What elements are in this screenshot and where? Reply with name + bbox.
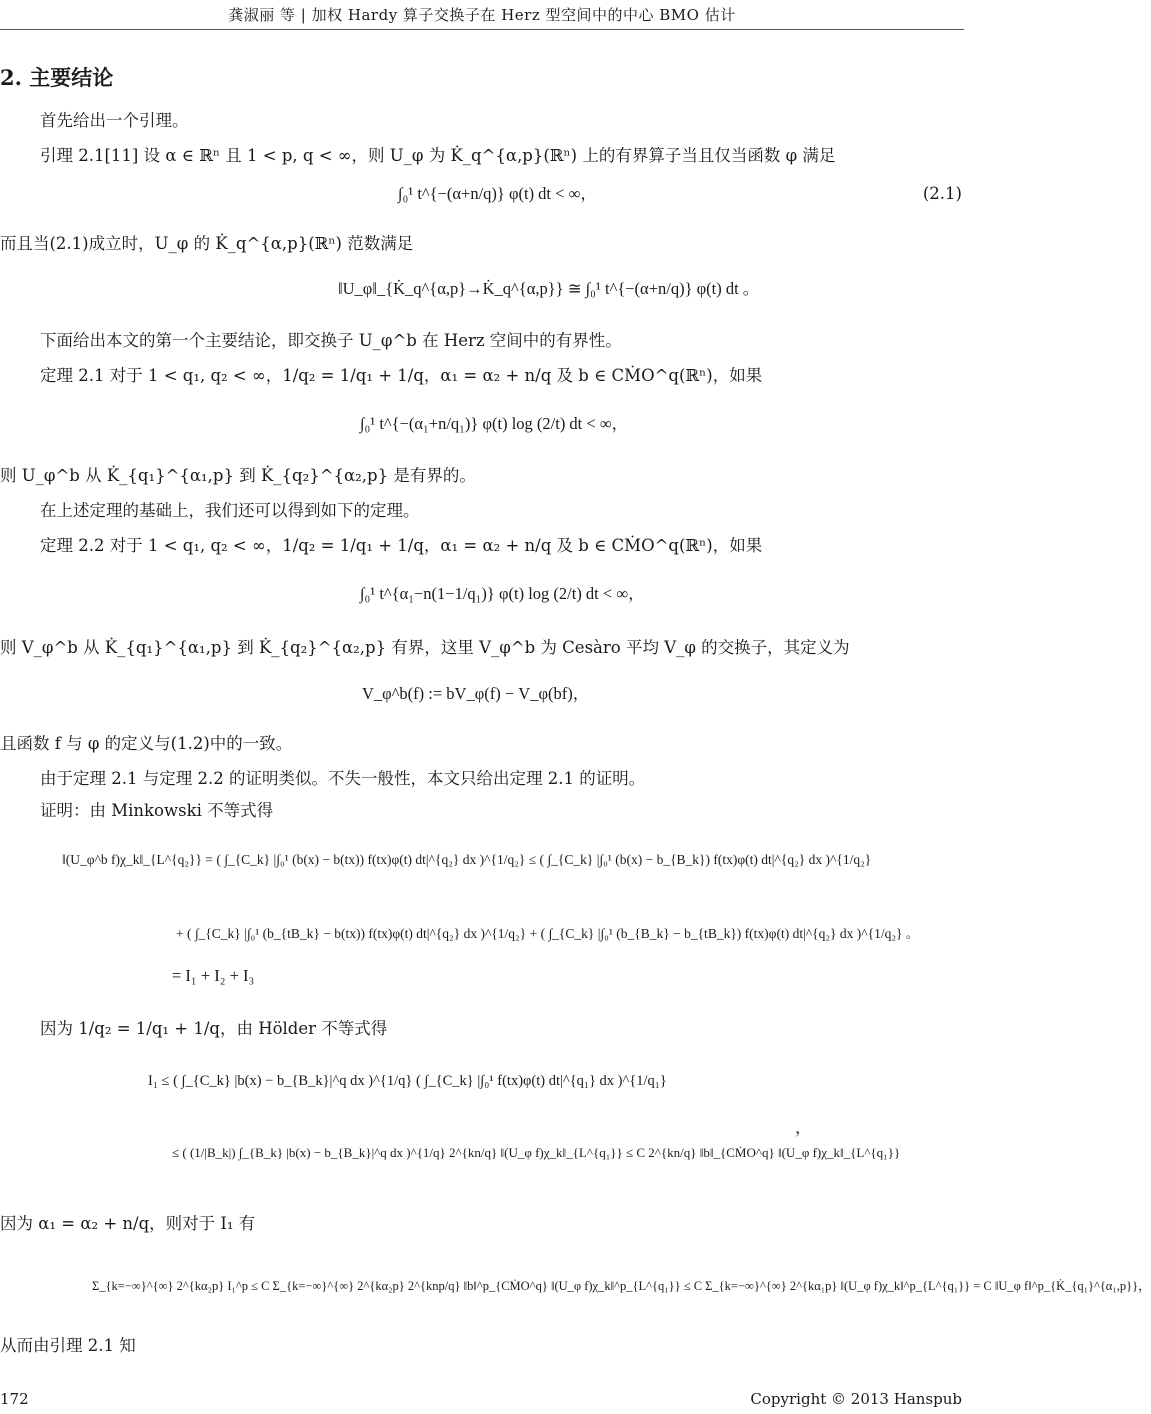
equation-2-1: ∫₀¹ t^{−(α+n/q)} φ(t) dt < ∞， (398, 184, 597, 203)
copyright-notice: Copyright © 2013 Hanspub (750, 1390, 962, 1408)
equation-number: (2.1) (922, 184, 962, 203)
equation-minkowski-line-3: = I₁ + I₂ + I₃ (172, 966, 255, 985)
paragraph-bounded-1: 则 U_φ^b 从 K̇_{q₁}^{α₁,p} 到 K̇_{q₂}^{α₂,p} 是有界的。 (0, 466, 476, 485)
paragraph-conclusion: 从而由引理 2.1 知 (0, 1336, 136, 1355)
paragraph-holder: 因为 1/q₂ = 1/q₁ + 1/q，由 Hölder 不等式得 (40, 1019, 388, 1038)
paragraph-definitions: 且函数 f 与 φ 的定义与(1.2)中的一致。 (0, 734, 293, 753)
theorem-2-2: 定理 2.2 对于 1 < q₁, q₂ < ∞，1/q₂ = 1/q₁ + 1/q，α₁ = α₂ + n/q 及 b ∈ CṀO^q(ℝⁿ)，如果 (40, 536, 763, 555)
equation-theorem-2-2: ∫₀¹ t^{α₁−n(1−1/q₁)} φ(t) log (2/t) dt < ∞， (360, 584, 645, 603)
paragraph-norm: 而且当(2.1)成立时，U_φ 的 K̇_q^{α,p}(ℝⁿ) 范数满足 (0, 234, 414, 253)
equation-sum: Σ_{k=−∞}^{∞} 2^{kα₂p} I₁^p ≤ C Σ_{k=−∞}^{∞} 2^{kα₂p} 2^{knp/q} ‖b‖^p_{CṀO^q} ‖(U_φ f)χ_k‖^p_{L^{q₁}} ≤ C Σ_{k=−∞}^{∞} 2^{kα₁p} ‖(U_φ f)χ_k‖^p_{L^{q₁}} = C ‖U_φ f‖^p_{K̇_{q₁}^{α₁,p}}， (92, 1279, 1151, 1293)
equation-minkowski-line-2: + ( ∫_{C_k} |∫₀¹ (b_{tB_k} − b(tx)) f(tx)φ(t) dt|^{q₂} dx )^{1/q₂} + ( ∫_{C_k} |∫₀¹ (b_{B_k} − b_{tB_k}) f(tx)φ(t) dt|^{q₂} dx )^{1/q₂} 。 (176, 926, 920, 941)
equation-holder-line-2: ≤ ( (1/|B_k|) ∫_{B_k} |b(x) − b_{B_k}|^q dx )^{1/q} 2^{kn/q} ‖(U_φ f)χ_k‖_{L^{q₁}} ≤ C 2^{kn/q} ‖b‖_{CṀO^q} ‖(U_φ f)χ_k‖_{L^{q₁}} (172, 1145, 901, 1160)
page-number: 172 (0, 1390, 29, 1408)
equation-holder-comma: ， (795, 1118, 812, 1137)
lemma-2-1: 引理 2.1[11] 设 α ∈ ℝⁿ 且 1 < p, q < ∞，则 U_φ 为 K̇_q^{α,p}(ℝⁿ) 上的有界算子当且仅当函数 φ 满足 (40, 146, 836, 165)
paragraph-proof: 证明：由 Minkowski 不等式得 (40, 801, 274, 820)
equation-minkowski-line-1: ‖(U_φ^b f)χ_k‖_{L^{q₂}} = ( ∫_{C_k} |∫₀¹ (b(x) − b(tx)) f(tx)φ(t) dt|^{q₂} dx )^{1/q₂} ≤ ( ∫_{C_k} |∫₀¹ (b(x) − b_{B_k}) f(tx)φ(t) dt|^{q₂} dx )^{1/q₂} (62, 852, 872, 867)
paragraph-similar: 由于定理 2.1 与定理 2.2 的证明类似。不失一般性，本文只给出定理 2.1 的证明。 (40, 769, 646, 788)
section-title: 2. 主要结论 (0, 65, 114, 90)
header-rule (0, 29, 964, 30)
equation-norm: ‖U_φ‖_{K̇_q^{α,p}→K̇_q^{α,p}} ≅ ∫₀¹ t^{−(α+n/q)} φ(t) dt 。 (338, 279, 760, 298)
paragraph-intro: 首先给出一个引理。 (40, 111, 189, 130)
paragraph-bounded-2: 则 V_φ^b 从 K̇_{q₁}^{α₁,p} 到 K̇_{q₂}^{α₂,p} 有界，这里 V_φ^b 为 Cesàro 平均 V_φ 的交换子，其定义为 (0, 638, 850, 657)
theorem-2-1: 定理 2.1 对于 1 < q₁, q₂ < ∞，1/q₂ = 1/q₁ + 1/q，α₁ = α₂ + n/q 及 b ∈ CṀO^q(ℝⁿ)，如果 (40, 366, 763, 385)
equation-cesaro: V_φ^b(f) := bV_φ(f) − V_φ(bf)， (362, 684, 590, 703)
paragraph-main-result: 下面给出本文的第一个主要结论，即交换子 U_φ^b 在 Herz 空间中的有界性。 (40, 331, 622, 350)
equation-theorem-2-1: ∫₀¹ t^{−(α₁+n/q₁)} φ(t) log (2/t) dt < ∞， (360, 414, 629, 433)
running-header: 龚淑丽 等 | 加权 Hardy 算子交换子在 Herz 型空间中的中心 BMO 估计 (228, 6, 736, 24)
paragraph-next: 在上述定理的基础上，我们还可以得到如下的定理。 (40, 501, 420, 520)
equation-holder-line-1: I₁ ≤ ( ∫_{C_k} |b(x) − b_{B_k}|^q dx )^{1/q} ( ∫_{C_k} |∫₀¹ f(tx)φ(t) dt|^{q₁} dx )^{1/q₁} (148, 1073, 667, 1089)
paragraph-alpha: 因为 α₁ = α₂ + n/q，则对于 I₁ 有 (0, 1214, 256, 1233)
